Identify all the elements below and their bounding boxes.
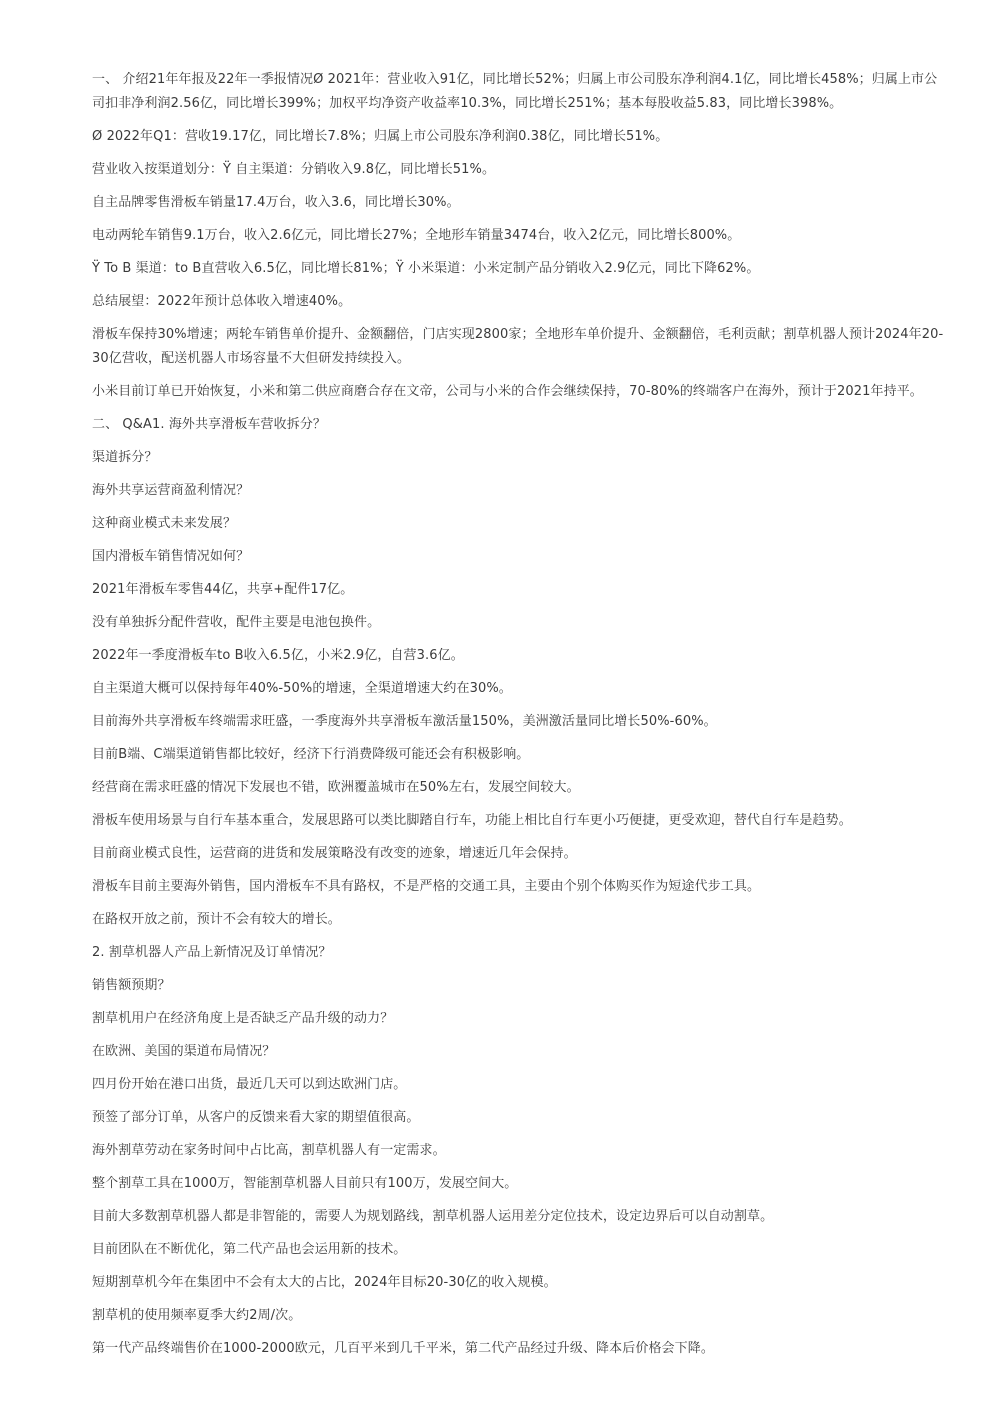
paragraph: 一、 介绍21年年报及22年一季报情况Ø 2021年：营业收入91亿，同比增长52%；归属上市公司股东净利润4.1亿，同比增长458%；归属上市公司扣非净利润2.56亿，同比增长399%；加权平均净资产收益率10.3%，同比增长251%；基本每股收益5.83，同比增长398%。	[92, 72, 938, 111]
paragraph: 四月份开始在港口出货，最近几天可以到达欧洲门店。	[92, 1077, 407, 1092]
paragraph: 目前商业模式良性，运营商的进货和发展策略没有改变的迹象，增速近几年会保持。	[92, 846, 577, 861]
paragraph: 滑板车目前主要海外销售，国内滑板车不具有路权，不是严格的交通工具，主要由个别个体购买作为短途代步工具。	[92, 879, 761, 894]
paragraph: 海外共享运营商盈利情况？	[92, 483, 250, 498]
paragraph: 短期割草机今年在集团中不会有太大的占比，2024年目标20-30亿的收入规模。	[92, 1275, 557, 1290]
paragraph: 目前团队在不断优化，第二代产品也会运用新的技术。	[92, 1242, 407, 1257]
paragraph: 目前海外共享滑板车终端需求旺盛，一季度海外共享滑板车激活量150%，美洲激活量同比增长50%-60%。	[92, 714, 717, 729]
paragraph: 小米目前订单已开始恢复，小米和第二供应商磨合存在文帝，公司与小米的合作会继续保持，70-80%的终端客户在海外，预计于2021年持平。	[92, 384, 923, 399]
paragraph: 滑板车保持30%增速；两轮车销售单价提升、金额翻倍，门店实现2800家；全地形车单价提升、金额翻倍，毛利贡献；割草机器人预计2024年20-30亿营收，配送机器人市场容量不大但研发持续投入。	[92, 327, 944, 366]
paragraph: 在路权开放之前，预计不会有较大的增长。	[92, 912, 341, 927]
paragraph: 预签了部分订单，从客户的反馈来看大家的期望值很高。	[92, 1110, 420, 1125]
paragraph: 这种商业模式未来发展？	[92, 516, 237, 531]
paragraph: 整个割草工具在1000万，智能割草机器人目前只有100万，发展空间大。	[92, 1176, 518, 1191]
paragraph: 割草机的使用频率夏季大约2周/次。	[92, 1308, 302, 1323]
paragraph: 割草机用户在经济角度上是否缺乏产品升级的动力？	[92, 1011, 394, 1026]
paragraph: 电动两轮车销售9.1万台，收入2.6亿元，同比增长27%；全地形车销量3474台，收入2亿元，同比增长800%。	[92, 228, 741, 243]
paragraph: 自主渠道大概可以保持每年40%-50%的增速，全渠道增速大约在30%。	[92, 681, 512, 696]
paragraph: 海外割草劳动在家务时间中占比高，割草机器人有一定需求。	[92, 1143, 446, 1158]
paragraph: 没有单独拆分配件营收，配件主要是电池包换件。	[92, 615, 381, 630]
section-heading: 二、 Q&A1. 海外共享滑板车营收拆分？	[92, 417, 327, 432]
paragraph: 2022年一季度滑板车to B收入6.5亿，小米2.9亿，自营3.6亿。	[92, 648, 464, 663]
paragraph: 第一代产品终端售价在1000-2000欧元，几百平米到几千平米，第二代产品经过升级、降本后价格会下降。	[92, 1341, 714, 1356]
paragraph: 2021年滑板车零售44亿，共享+配件17亿。	[92, 582, 354, 597]
section-heading: 2. 割草机器人产品上新情况及订单情况？	[92, 945, 332, 960]
paragraph: 目前大多数割草机器人都是非智能的，需要人为规划路线，割草机器人运用差分定位技术，设定边界后可以自动割草。	[92, 1209, 774, 1224]
paragraph: Ÿ To B 渠道：to B直营收入6.5亿，同比增长81%；Ÿ 小米渠道：小米定制产品分销收入2.9亿元，同比下降62%。	[92, 261, 760, 276]
paragraph: 销售额预期？	[92, 978, 171, 993]
paragraph: 目前B端、C端渠道销售都比较好，经济下行消费降级可能还会有积极影响。	[92, 747, 530, 762]
paragraph: 渠道拆分？	[92, 450, 158, 465]
paragraph: Ø 2022年Q1：营收19.17亿，同比增长7.8%；归属上市公司股东净利润0.38亿，同比增长51%。	[92, 129, 669, 144]
paragraph: 经营商在需求旺盛的情况下发展也不错，欧洲覆盖城市在50%左右，发展空间较大。	[92, 780, 580, 795]
paragraph: 国内滑板车销售情况如何？	[92, 549, 250, 564]
paragraph: 在欧洲、美国的渠道布局情况？	[92, 1044, 276, 1059]
paragraph: 总结展望：2022年预计总体收入增速40%。	[92, 294, 352, 309]
paragraph: 自主品牌零售滑板车销量17.4万台，收入3.6，同比增长30%。	[92, 195, 460, 210]
paragraph: 营业收入按渠道划分：Ÿ 自主渠道：分销收入9.8亿，同比增长51%。	[92, 162, 496, 177]
paragraph: 滑板车使用场景与自行车基本重合，发展思路可以类比脚踏自行车，功能上相比自行车更小巧便捷，更受欢迎，替代自行车是趋势。	[92, 813, 852, 828]
document-body	[92, 68, 944, 1370]
